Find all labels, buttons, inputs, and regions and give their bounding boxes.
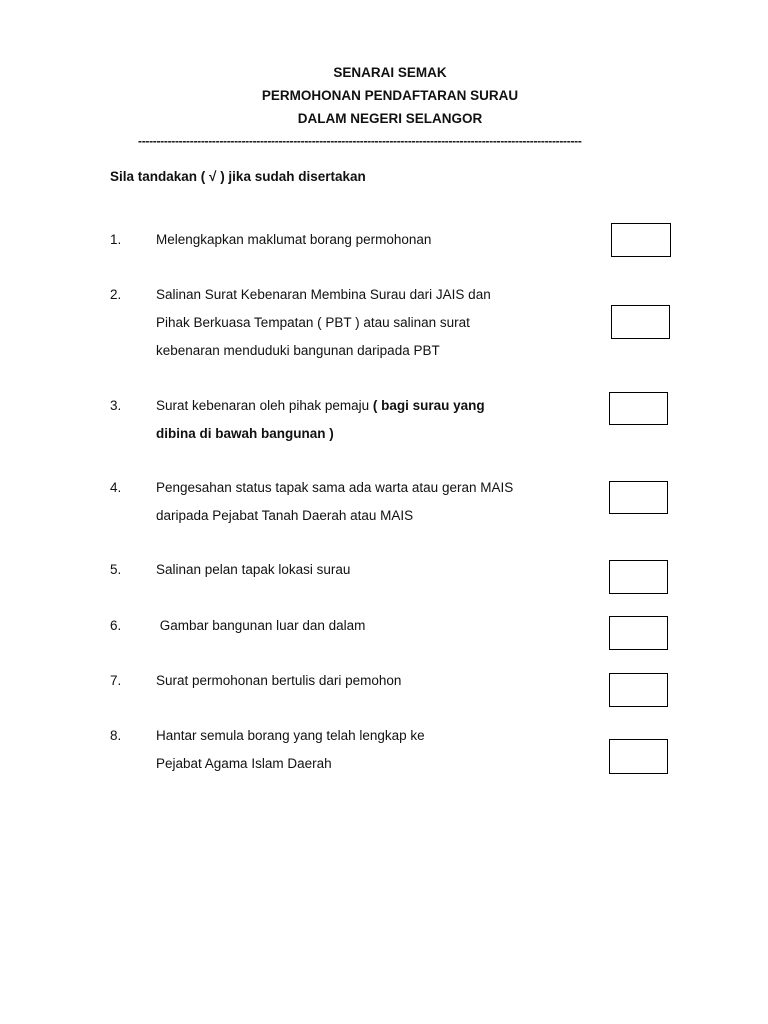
item-5-checkbox[interactable] bbox=[609, 560, 668, 594]
item-3-text-regular: Surat kebenaran oleh pihak pemaju bbox=[156, 398, 373, 413]
item-5-text: Salinan pelan tapak lokasi surau bbox=[156, 562, 351, 577]
item-8-number: 8. bbox=[110, 728, 122, 743]
item-5-number: 5. bbox=[110, 562, 122, 577]
item-4-number: 4. bbox=[110, 480, 122, 495]
item-3-text-line-2: dibina di bawah bangunan ) bbox=[156, 426, 334, 441]
title-line-3: DALAM NEGERI SELANGOR bbox=[297, 111, 483, 126]
item-2-checkbox[interactable] bbox=[611, 305, 670, 339]
item-6-checkbox[interactable] bbox=[609, 616, 668, 650]
item-7-checkbox[interactable] bbox=[609, 673, 668, 707]
item-8-text-line-2: Pejabat Agama Islam Daerah bbox=[156, 756, 332, 771]
item-2-text-line-1: Salinan Surat Kebenaran Membina Surau dari JAIS dan bbox=[156, 287, 491, 302]
item-4-text-line-2: daripada Pejabat Tanah Daerah atau MAIS bbox=[156, 508, 414, 523]
item-2-number: 2. bbox=[110, 287, 122, 302]
item-4-checkbox[interactable] bbox=[609, 481, 668, 514]
instruction-text: Sila tandakan ( √ ) jika sudah disertakan bbox=[110, 169, 366, 184]
item-2-text-line-2: Pihak Berkuasa Tempatan ( PBT ) atau salinan surat bbox=[156, 315, 470, 330]
item-1-number: 1. bbox=[110, 232, 122, 247]
item-6-number: 6. bbox=[110, 618, 122, 633]
item-6-text: Gambar bangunan luar dan dalam bbox=[156, 618, 366, 633]
title-line-2: PERMOHONAN PENDAFTARAN SURAU bbox=[261, 88, 519, 103]
item-8-checkbox[interactable] bbox=[609, 739, 668, 774]
item-3-text-bold: ( bagi surau yang bbox=[372, 398, 485, 413]
item-7-text: Surat permohonan bertulis dari pemohon bbox=[156, 673, 402, 688]
item-2-text-line-3: kebenaran menduduki bangunan daripada PBT bbox=[156, 343, 440, 358]
item-8-text-line-1: Hantar semula borang yang telah lengkap ke bbox=[156, 728, 425, 743]
title-line-1: SENARAI SEMAK bbox=[333, 65, 447, 80]
item-3-number: 3. bbox=[110, 398, 122, 413]
item-7-number: 7. bbox=[110, 673, 122, 688]
item-1-checkbox[interactable] bbox=[611, 223, 671, 257]
divider-line: ------------------------------------------------------------------------------------------------------------------------ bbox=[138, 134, 582, 148]
item-3-text-line-1 bbox=[156, 398, 485, 413]
item-1-text: Melengkapkan maklumat borang permohonan bbox=[156, 232, 432, 247]
item-3-checkbox[interactable] bbox=[609, 392, 668, 425]
item-4-text-line-1: Pengesahan status tapak sama ada warta atau geran MAIS bbox=[156, 480, 514, 495]
